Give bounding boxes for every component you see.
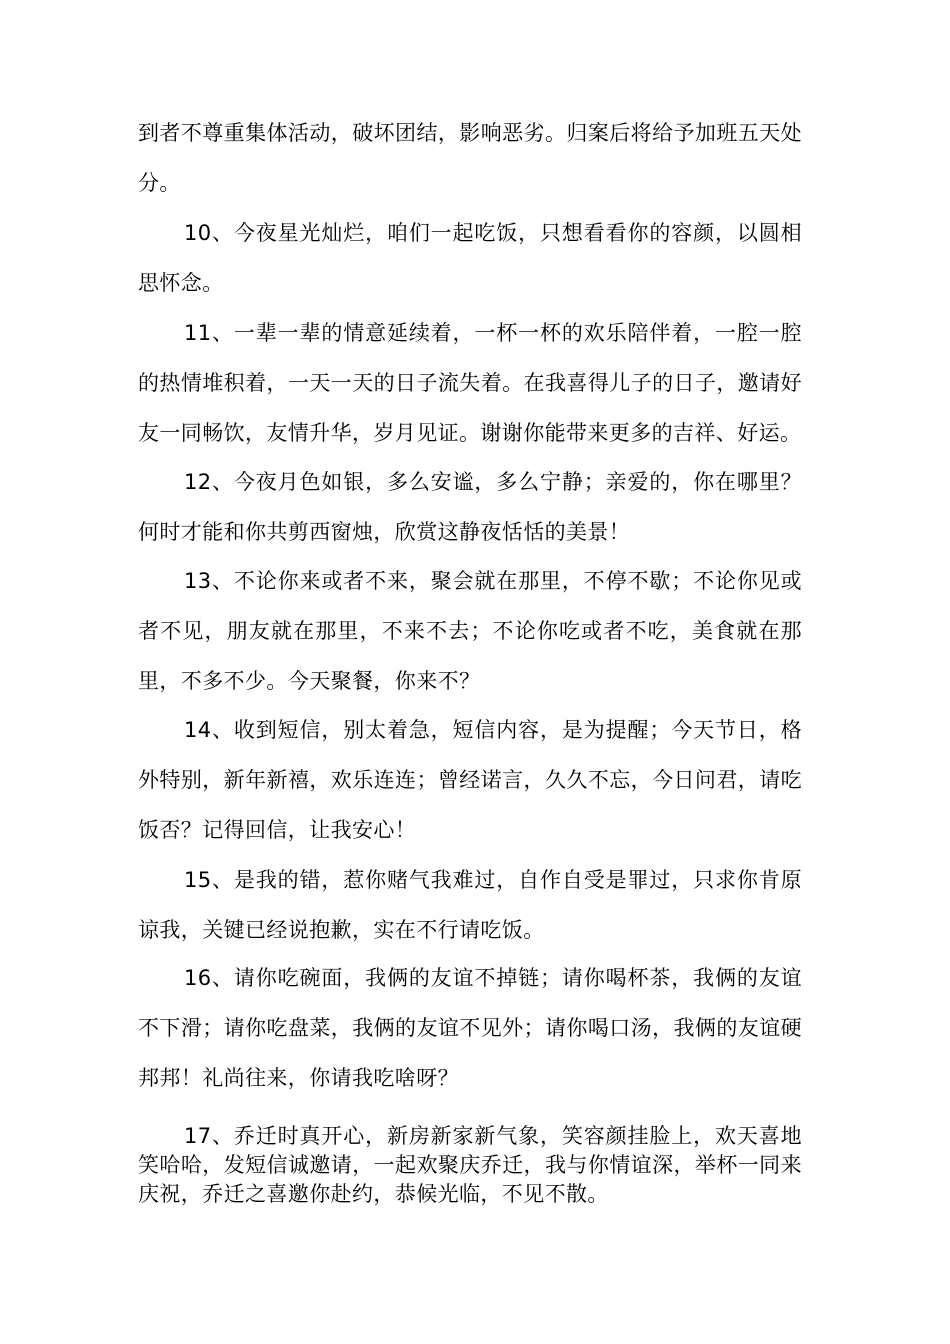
paragraph-item-16: 16、请你吃碗面，我俩的友谊不掉链；请你喝杯茶，我俩的友谊不下滑；请你吃盘菜，我俩的友谊不见外；请你喝口汤，我俩的友谊硬邦邦！礼尚往来，你请我吃啥呀？ <box>138 966 802 1090</box>
paragraph-item-17: 17、乔迁时真开心，新房新家新气象，笑容颜挂脸上，欢天喜地笑哈哈，发短信诚邀请，一起欢聚庆乔迁，我与你情谊深，举杯一同来庆祝，乔迁之喜邀你赴约，恭候光临，不见不散。 <box>138 1124 802 1206</box>
paragraph-item-12: 12、今夜月色如银，多么安谧，多么宁静；亲爱的，你在哪里？何时才能和你共剪西窗烛，欣赏这静夜恬恬的美景！ <box>138 470 802 544</box>
paragraph-item-10: 10、今夜星光灿烂，咱们一起吃饭，只想看看你的容颜，以圆相思怀念。 <box>138 221 802 295</box>
paragraph-item-13: 13、不论你来或者不来，聚会就在那里，不停不歇；不论你见或者不见，朋友就在那里，不来不去；不论你吃或者不吃，美食就在那里，不多不少。今天聚餐，你来不？ <box>138 569 802 693</box>
paragraph-item-14: 14、收到短信，别太着急，短信内容，是为提醒；今天节日，格外特别，新年新禧，欢乐连连；曾经诺言，久久不忘，今日问君，请吃饭否？记得回信，让我安心！ <box>138 718 802 842</box>
paragraph-item-15: 15、是我的错，惹你赌气我难过，自作自受是罪过，只求你肯原谅我，关键已经说抱歉，实在不行请吃饭。 <box>138 868 802 942</box>
paragraph-continuation: 到者不尊重集体活动，破坏团结，影响恶劣。归案后将给予加班五天处分。 <box>138 121 802 195</box>
paragraph-item-11: 11、一辈一辈的情意延续着，一杯一杯的欢乐陪伴着，一腔一腔的热情堆积着，一天一天的日子流失着。在我喜得儿子的日子，邀请好友一同畅饮，友情升华，岁月见证。谢谢你能带来更多的吉祥、好运。 <box>138 321 802 445</box>
